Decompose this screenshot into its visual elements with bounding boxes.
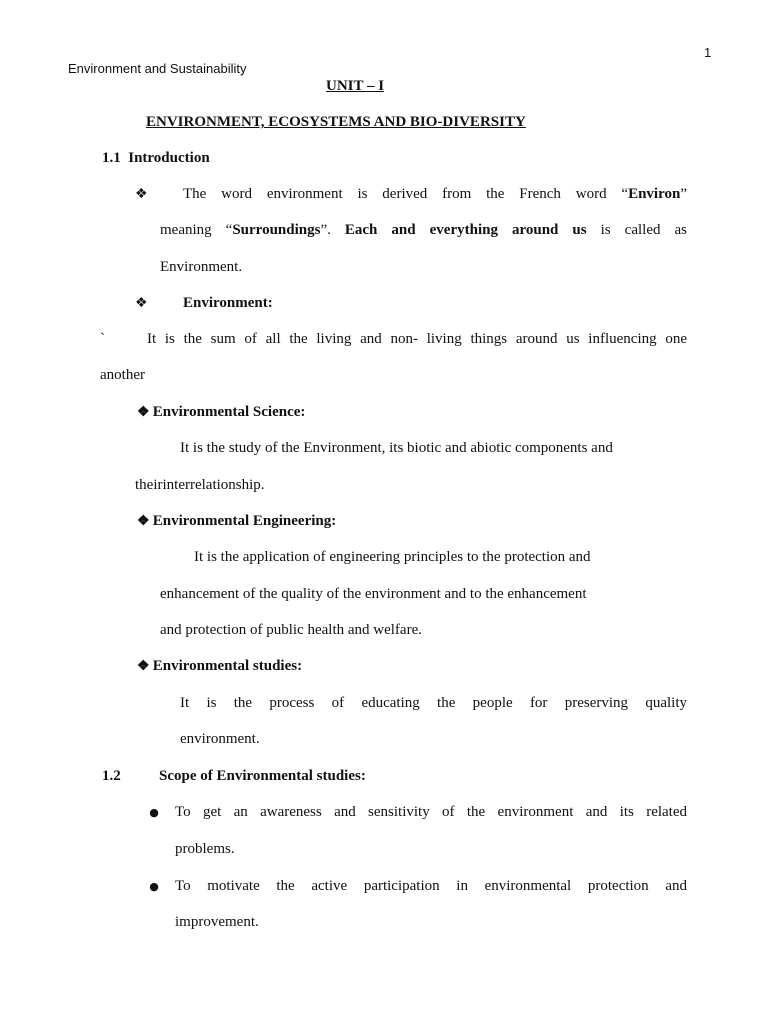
- env-engineering-line-2: enhancement of the quality of the environment and to the enhancement: [160, 586, 587, 602]
- section-number: 1.1: [102, 150, 121, 166]
- env-engineering-line-3: and protection of public health and welfare.: [160, 622, 422, 638]
- environment-line-1: It is the sum of all the living and non- living things around us influencing one: [147, 331, 687, 347]
- intro-line-2: meaning “Surroundings”. Each and everything around us is called as: [160, 222, 687, 238]
- env-science-heading: ❖ Environmental Science:: [137, 404, 306, 420]
- intro-line-3: Environment.: [160, 259, 243, 275]
- diamond-bullet-icon: ❖: [137, 659, 150, 674]
- env-studies-line-1: It is the process of educating the people for preserving quality: [180, 695, 687, 711]
- diamond-bullet-icon: ❖: [135, 296, 148, 311]
- section-title: Introduction: [128, 150, 210, 166]
- env-engineering-heading: ❖ Environmental Engineering:: [137, 513, 337, 529]
- diamond-bullet-icon: ❖: [135, 187, 148, 202]
- env-engineering-line-1: It is the application of engineering principles to the protection and: [194, 549, 591, 565]
- environment-heading: Environment:: [183, 295, 273, 311]
- section-heading: [102, 149, 210, 167]
- diamond-bullet-icon: ❖: [137, 514, 150, 529]
- env-studies-heading: ❖ Environmental studies:: [137, 658, 303, 674]
- scope-item-1-line-2: problems.: [175, 841, 235, 857]
- section-number: 1.2: [102, 768, 121, 784]
- env-studies-line-2: environment.: [180, 731, 260, 747]
- bullet-icon: ●: [149, 806, 159, 819]
- intro-line-1: The word environment is derived from the French word “Environ”: [183, 186, 687, 202]
- running-header: Environment and Sustainability: [68, 61, 247, 76]
- unit-title: UNIT – I: [326, 78, 385, 94]
- bullet-icon: ●: [149, 880, 159, 893]
- backtick-mark: `: [100, 331, 105, 347]
- diamond-bullet-icon: ❖: [137, 405, 150, 420]
- chapter-title: ENVIRONMENT, ECOSYSTEMS AND BIO-DIVERSITY: [146, 114, 526, 130]
- environment-line-2: another: [100, 367, 145, 383]
- section-title: Scope of Environmental studies:: [159, 768, 366, 784]
- page-number: 1: [704, 45, 712, 60]
- scope-item-2-line-2: improvement.: [175, 914, 259, 930]
- scope-item-2-line-1: To motivate the active participation in environmental protection and: [175, 878, 687, 894]
- scope-item-1-line-1: To get an awareness and sensitivity of the environment and its related: [175, 804, 687, 820]
- env-science-line-1: It is the study of the Environment, its biotic and abiotic components and: [180, 440, 613, 456]
- env-science-line-2: theirinterrelationship.: [135, 477, 265, 493]
